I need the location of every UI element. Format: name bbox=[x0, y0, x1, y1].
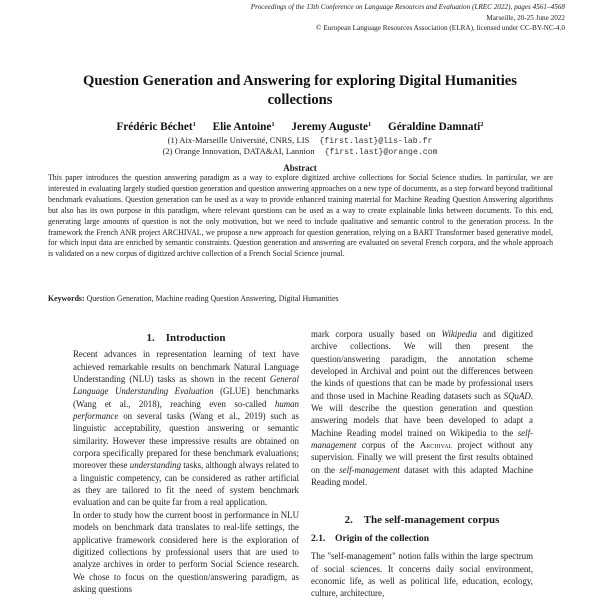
paragraph: In order to study how the current boost in performance in NLU models on benchmark data translates to real-life settings, the applicative framework considered here is the exploration of digitized collections by professional users that are used to analyze archives in order to perform Social Science research. We chose to focus on the question/answering paradigm, as asking questions bbox=[73, 509, 299, 594]
author: Jeremy Auguste$^1$ bbox=[291, 121, 372, 133]
author-email: {first.last}@orange.com bbox=[324, 148, 438, 157]
author-list bbox=[40, 121, 560, 133]
abstract-heading: Abstract bbox=[283, 163, 317, 173]
header-license: © European Language Resources Association (ELRA), licensed under CC-BY-NC-4.0 bbox=[316, 24, 565, 33]
title-line-2: collections bbox=[267, 92, 333, 108]
left-column bbox=[73, 332, 299, 595]
paragraph: The "self-management" notion falls within the large spectrum of social sciences. It concerns daily social environment, economic life, as well as political life, education, ecology, culture, architecture, bbox=[311, 551, 533, 599]
right-column bbox=[311, 328, 533, 600]
section-heading-self-management: 2. The self-management corpus bbox=[344, 514, 500, 527]
proceedings-header bbox=[251, 2, 565, 34]
header-location-date: Marseille, 20-25 June 2022 bbox=[486, 13, 565, 22]
header-proceedings: Proceedings of the 13th Conference on Language Resources and Evaluation (LREC 2022), pages 4561–4568 bbox=[250, 3, 565, 11]
author: Elie Antoine$^1$ bbox=[212, 121, 275, 133]
affiliation: (2) Orange Innovation, DATA&AI, Lannion {first.last}@orange.com bbox=[162, 146, 438, 157]
abstract-text: This paper introduces the question answering paradigm as a way to explore digitized archive collections for Social Science studies. In particular, we are interested in evaluating largely studied question generation and question answering approaches on a new type of documents, as a step forward beyond traditional benchmark evaluations. Question generation can be used as a way to provide enhanced training material for Machine Reading Question Answering algorithms but also has its own purpose in this paradigm, where relevant questions can be used as a way to create explainable links between documents. To this end, generating large amounts of question is not the only motivation, but we need to include qualitative and semantic control to the generation process. In the framework the French ANR project ARCHIVAL, we propose a new approach for question generation, relying on a BART Transformer based generative model, for which input data are enriched by semantic constraints. Question generation and answering are evaluated on several French corpora, and the whole approach is validated on a new corpus of digitized archive collection of a French Social Science journal. bbox=[48, 173, 553, 259]
author: Géraldine Damnati$^2$ bbox=[388, 121, 484, 133]
subsection-heading-origin: 2.1. Origin of the collection bbox=[311, 532, 430, 544]
author-email: {first.last}@lis-lab.fr bbox=[319, 137, 433, 146]
paper-title bbox=[40, 72, 560, 110]
keywords bbox=[48, 294, 339, 303]
paragraph: mark corpora usually based on Wikipedia and digitized archive collections. We will then present the question/answering paradigm, the annotation scheme developed in Archival and point out the differences between the kinds of questions that can be made by professional users and those used in Machine Reading datasets such as SQuAD. We will describe the question generation and question answering models that have been developed to adapt a Machine Reading model trained on Wikipedia to the self-management corpus of the Archival project without any supervision. Finally we will present the first results obtained on the self-management dataset with this adapted Machine Reading model. bbox=[311, 329, 533, 488]
author: Frédéric Béchet$^1$ bbox=[116, 121, 196, 133]
keywords-label: Keywords: bbox=[48, 294, 85, 303]
affiliation: (1) Aix-Marseille Université, CNRS, LIS {first.last}@lis-lab.fr bbox=[167, 135, 433, 146]
section-heading-introduction: 1. Introduction bbox=[146, 332, 226, 344]
paragraph: Recent advances in representation learning of text have achieved remarkable results on benchmark Natural Language Understanding (NLU) tasks as shown in the recent General Language Understanding Evaluation (GLUE) benchmarks (Wang et al., 2018), reaching even so-called human performance on several tasks (Wang et al., 2019) such as linguistic acceptability, question answering or semantic similarity. However these impressive results are obtained on corpora specifically prepared for these benchmark evaluations; moreover these understanding tasks, although always related to a linguistic competency, can be considered as rather artificial as they are tailored to fit the need of system benchmark evaluation and can be quite far from a real application. bbox=[73, 349, 299, 508]
keywords-text: Question Generation, Machine reading Question Answering, Digital Humanities bbox=[86, 294, 339, 303]
title-line-1: Question Generation and Answering for exploring Digital Humanities bbox=[83, 73, 517, 89]
